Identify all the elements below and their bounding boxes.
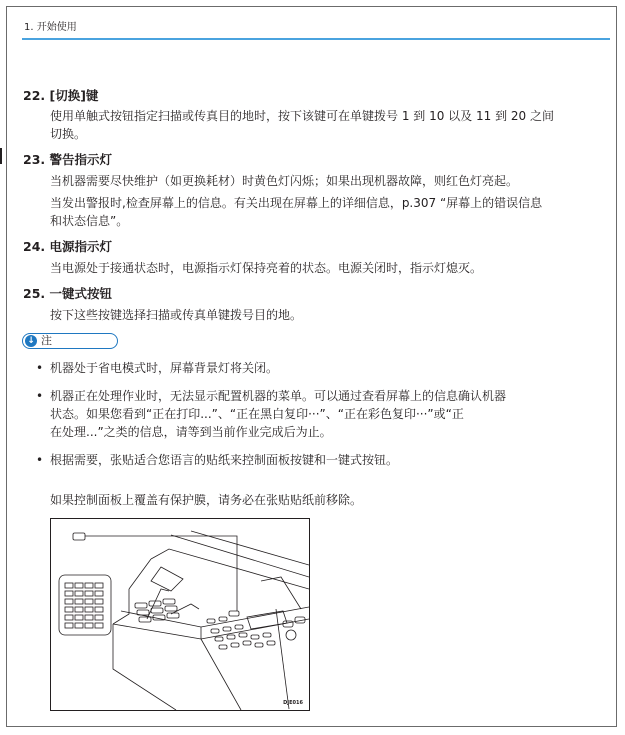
note-bullet-2-line-3: 在处理...”之类的信息，请等到当前作业完成后为止。 xyxy=(50,425,332,439)
note-bullet-3-line-1: 根据需要，张贴适合您语言的贴纸来控制面板按键和一键式按钮。 xyxy=(50,453,399,467)
section-23-line-1: 当机器需要尽快维护（如更换耗材）时黄色灯闪烁；如果出现机器故障，则红色灯亮起。 xyxy=(50,174,519,188)
control-panel-illustration xyxy=(50,518,310,711)
figure-code: DJE016 xyxy=(283,700,303,706)
section-heading-25: 25. 一键式按钮 xyxy=(23,286,112,301)
bullet-dot: • xyxy=(36,453,44,467)
note-bullet-2-line-2: 状态。如果您看到“正在打印...”、“正在黑白复印···”、“正在彩色复印···”或“正 xyxy=(50,407,464,421)
control-panel-drawing xyxy=(51,519,309,710)
section-heading-22: 22. [切换]键 xyxy=(23,88,99,103)
section-25-line-1: 按下这些按键选择扫描或传真单键拨号目的地。 xyxy=(50,308,303,322)
section-24-line-1: 当电源处于接通状态时，电源指示灯保持亮着的状态。电源关闭时，指示灯熄灭。 xyxy=(50,261,483,275)
section-heading-23: 23. 警告指示灯 xyxy=(23,152,112,167)
bullet-dot: • xyxy=(36,389,44,403)
bullet-dot: • xyxy=(36,361,44,375)
section-heading-24: 24. 电源指示灯 xyxy=(23,239,112,254)
section-23-line-3: 和状态信息”。 xyxy=(50,214,129,228)
note-after-text: 如果控制面板上覆盖有保护膜，请务必在张贴贴纸前移除。 xyxy=(50,493,363,507)
note-badge xyxy=(22,333,118,349)
note-label: 注 xyxy=(41,334,52,347)
header-rule xyxy=(22,38,610,40)
section-23-line-2: 当发出警报时,检查屏幕上的信息。有关出现在屏幕上的详细信息，p.307 “屏幕上的错误信息 xyxy=(50,196,543,210)
section-22-line-1: 使用单触式按钮指定扫描或传真目的地时，按下该键可在单键拨号 1 到 10 以及 11 到 20 之间 xyxy=(50,109,554,123)
section-22-line-2: 切换。 xyxy=(50,127,87,141)
info-arrow-icon: ↓ xyxy=(25,335,37,347)
note-bullet-1-line-1: 机器处于省电模式时，屏幕背景灯将关闭。 xyxy=(50,361,279,375)
chapter-header: 1. 开始使用 xyxy=(24,22,77,33)
note-bullet-2-line-1: 机器正在处理作业时，无法显示配置机器的菜单。可以通过查看屏幕上的信息确认机器 xyxy=(50,389,507,403)
margin-marker xyxy=(0,148,2,164)
